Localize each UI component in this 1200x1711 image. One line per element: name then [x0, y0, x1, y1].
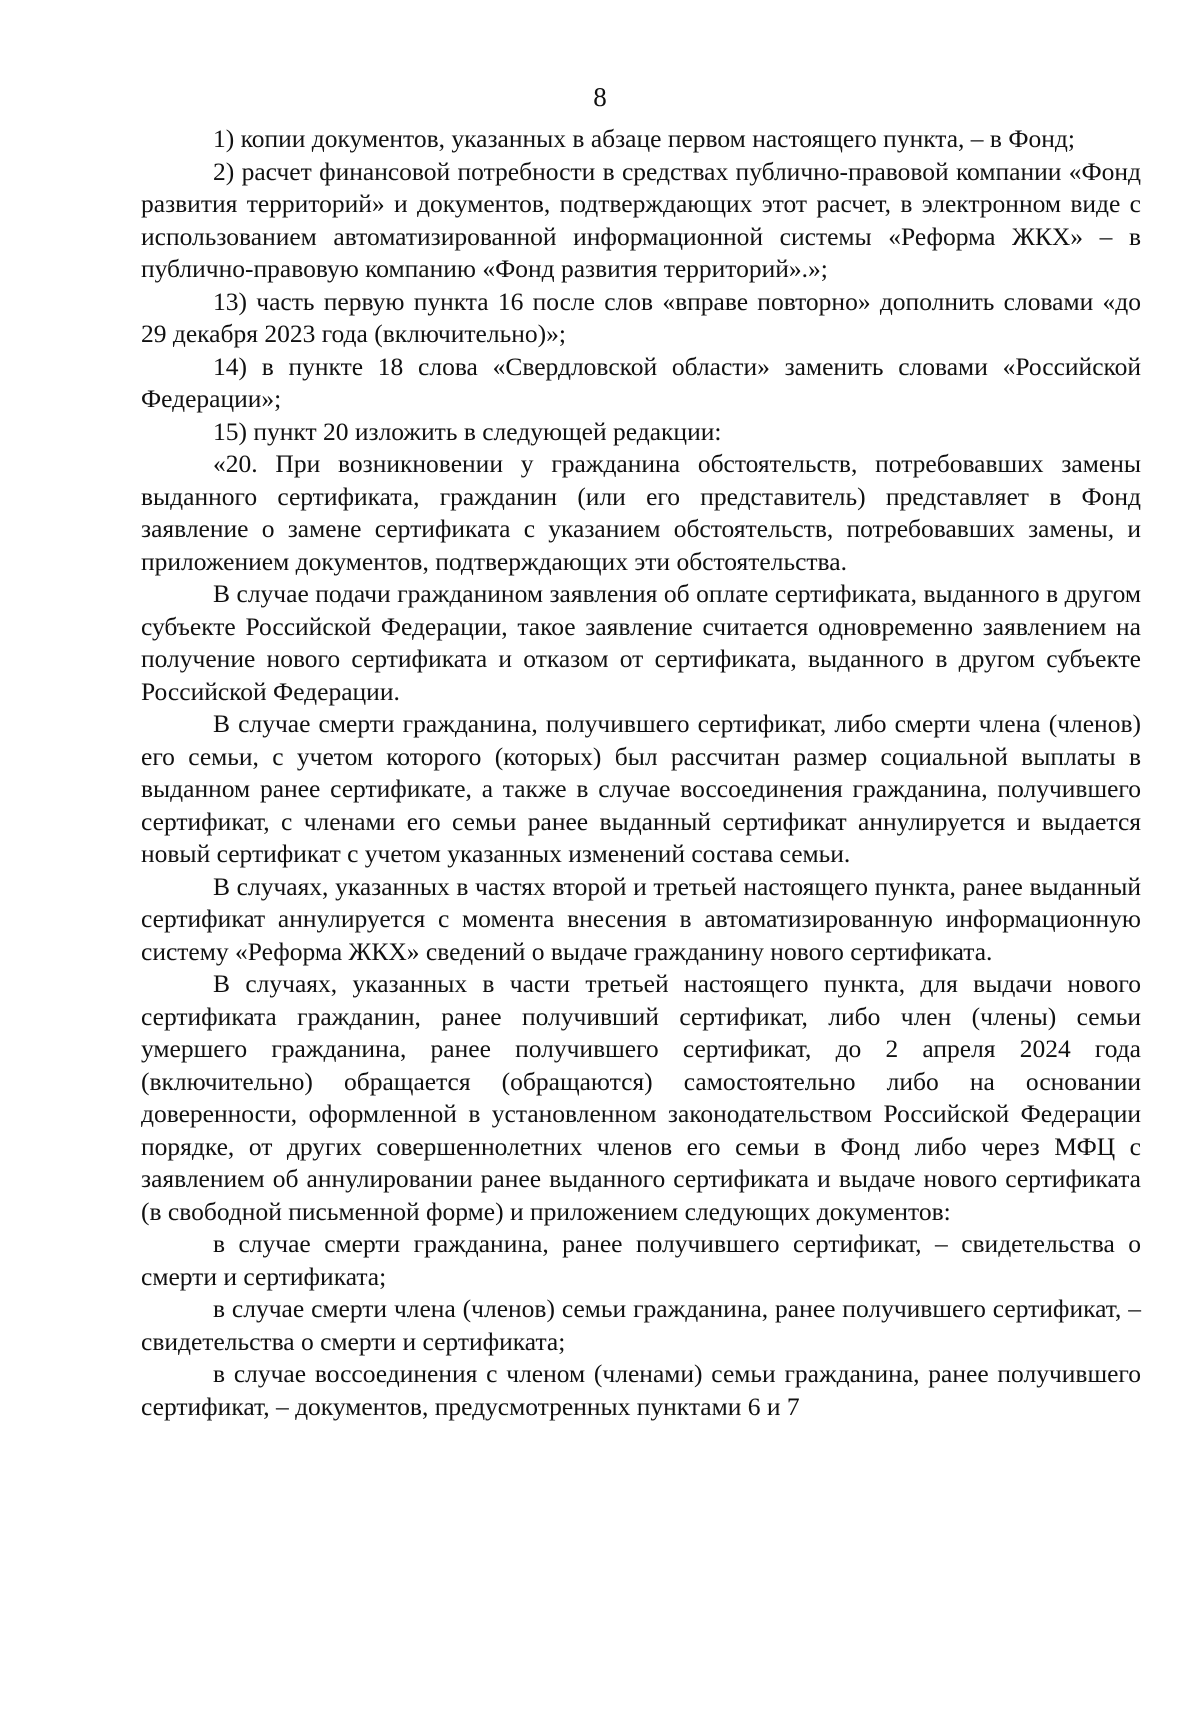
paragraph-new-certificate: В случаях, указанных в части третьей настоящего пункта, для выдачи нового сертификата гражданин, ранее получивший сертификат, либо член (члены) семьи умершего гражданина, ранее получившего сертификат, до 2 апреля 2024 года (включительно) обращается (обращаются) самостоятельно либо на основании доверенности, оформленной в установленном законодательством Российской Федерации порядке, от других совершеннолетних членов его семьи в Фонд либо через МФЦ с заявлением об аннулировании ранее выданного сертификата и выдаче нового сертификата (в свободной письменной форме) и приложением следующих документов:	[141, 969, 1141, 1226]
paragraph-item-2: 2) расчет финансовой потребности в средствах публично-правовой компании «Фонд развития территорий» и документов, подтверждающих этот расчет, в электронном виде с использованием автоматизированной информационной системы «Реформа ЖКХ» – в публично-правовую компанию «Фонд развития территорий».»;	[141, 156, 1141, 283]
paragraph-case-member-death: в случае смерти члена (членов) семьи гражданина, ранее получившего сертификат, – свидетельства о смерти и сертификата;	[141, 1294, 1141, 1356]
paragraph-clause-20: «20. При возникновении у гражданина обстоятельств, потребовавших замены выданного сертификата, гражданин (или его представитель) представляет в Фонд заявление о замене сертификата с указанием обстоятельств, потребовавших замены, и приложением документов, подтверждающих эти обстоятельства.	[141, 449, 1141, 576]
paragraph-case-reunion: в случае воссоединения с членом (членами) семьи гражданина, ранее получившего сертификат, – документов, предусмотренных пунктами 6 и 7	[141, 1359, 1141, 1421]
paragraph-item-13: 13) часть первую пункта 16 после слов «вправе повторно» дополнить словами «до 29 декабря 2023 года (включительно)»;	[141, 286, 1141, 348]
paragraph-item-15: 15) пункт 20 изложить в следующей редакции:	[213, 416, 722, 446]
paragraph-death-reunion: В случае смерти гражданина, получившего сертификат, либо смерти члена (членов) его семьи, с учетом которого (которых) был рассчитан размер социальной выплаты в выданном ранее сертификате, а также в случае воссоединения гражданина, получившего сертификат, с членами его семьи ранее выданный сертификат аннулируется и выдается новый сертификат с учетом указанных изменений состава семьи.	[141, 709, 1141, 868]
paragraph-item-14: 14) в пункте 18 слова «Свердловской области» заменить словами «Российской Федерации»;	[141, 351, 1141, 413]
document-body	[141, 123, 1141, 1423]
paragraph-annulment: В случаях, указанных в частях второй и третьей настоящего пункта, ранее выданный сертификат аннулируется с момента внесения в автоматизированную информационную систему «Реформа ЖКХ» сведений о выдаче гражданину нового сертификата.	[141, 871, 1141, 966]
page-number: 8	[593, 82, 607, 112]
paragraph-other-subject: В случае подачи гражданином заявления об оплате сертификата, выданного в другом субъекте Российской Федерации, такое заявление считается одновременно заявлением на получение нового сертификата и отказом от сертификата, выданного в другом субъекте Российской Федерации.	[141, 579, 1141, 706]
paragraph-case-citizen-death: в случае смерти гражданина, ранее получившего сертификат, – свидетельства о смерти и сертификата;	[141, 1229, 1141, 1291]
paragraph-item-1: 1) копии документов, указанных в абзаце первом настоящего пункта, – в Фонд;	[213, 124, 1075, 153]
